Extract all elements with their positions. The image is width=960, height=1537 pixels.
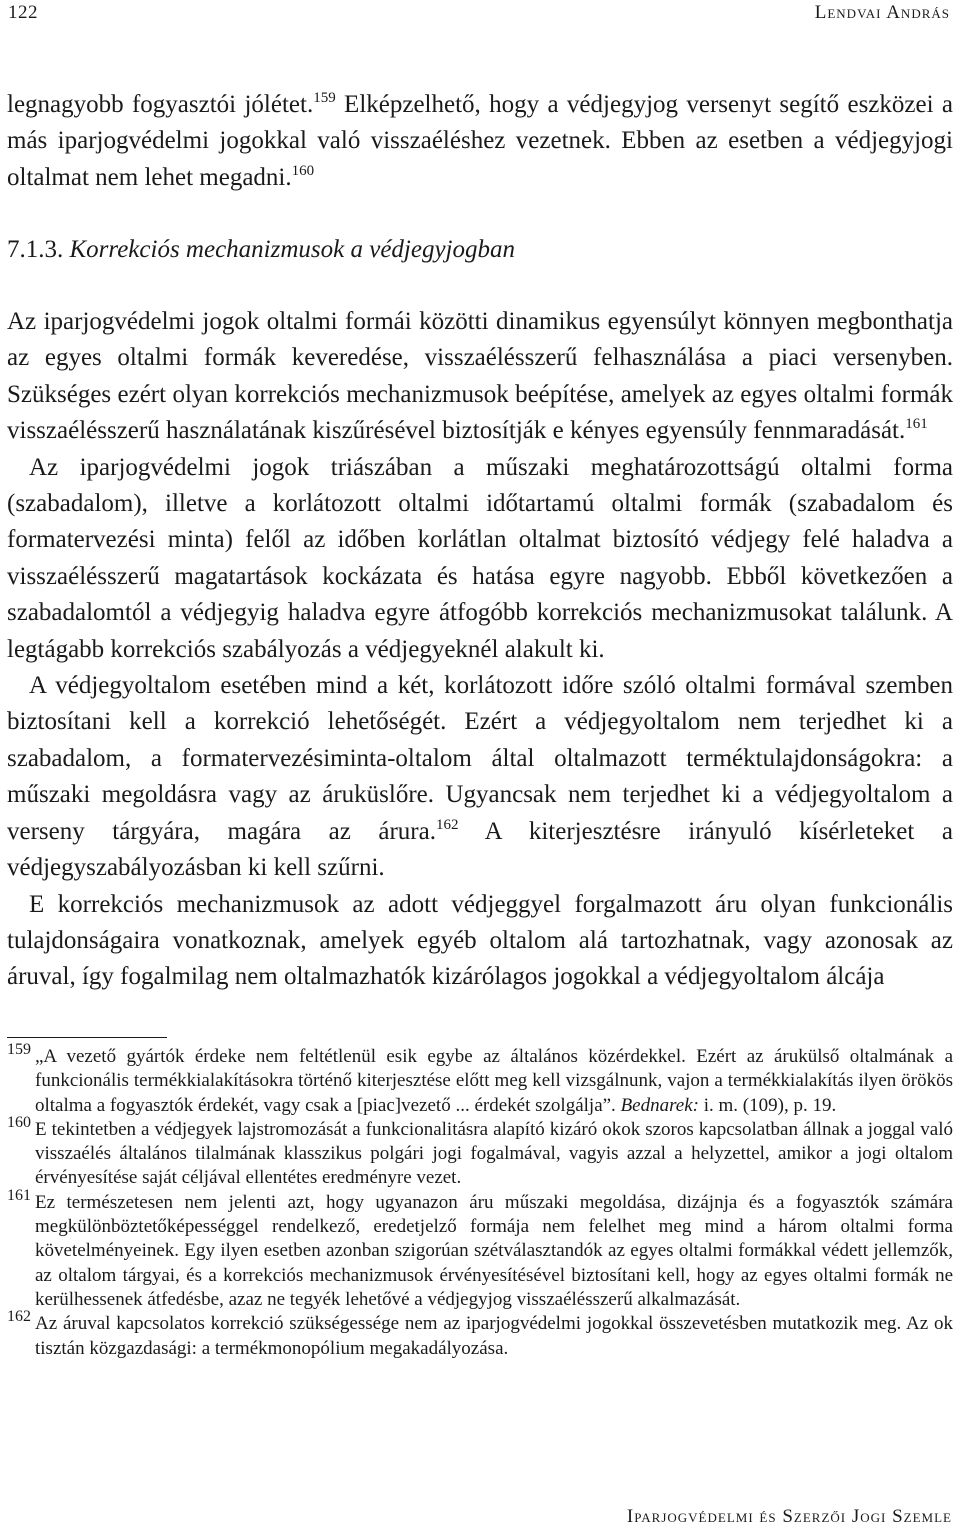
footnote-161 <box>7 1186 953 1312</box>
footnotes <box>7 1041 953 1361</box>
footnote-text-162: Az áruval kapcsolatos korrekció szükségessége nem az iparjogvédelmi jogokkal összevetésben mutatkozik meg. Az ok tisztán közgazdasági: a termékmonopólium megakadályozása. <box>35 1313 953 1359</box>
footnote-ref-161[interactable]: 161 <box>905 416 928 433</box>
footnote-ref-162[interactable]: 162 <box>435 816 459 833</box>
body-text <box>7 304 953 996</box>
section-number: 7.1.3. <box>7 236 64 263</box>
section-heading <box>7 232 953 268</box>
intro-text-b: Elképzelhető, hogy a védjegyjog versenyt segítő eszközei a más iparjogvédelmi jogokkal való visszaéléshez vezetnek. Ebben az esetben a védjegyjogi oltalmat nem lehet megadni. <box>7 91 953 191</box>
body-paragraph-3-text-a: A védjegyoltalom esetében mind a két, korlátozott időre szóló oltalmi formával szemben biztosítani kell a korrekció lehetőségét. Ezért a védjegyoltalom nem terjedhet ki a szabadalom, a formatervezésiminta-oltalom által oltalmazott terméktulajdonságokra: a műszaki megoldásra vagy az áruküslőre. Ugyancsak nem terjedhet ki a védjegyoltalom a verseny tárgyára, magára az árura. <box>7 672 953 845</box>
footnote-160 <box>7 1113 953 1191</box>
running-foot-journal: Iparjogvédelmi és Szerzői Jogi Szemle <box>626 1506 952 1527</box>
footnote-text-159: „A vezető gyártók érdeke nem feltétlenül esik egybe az általános közérdekkel. Ezért az árukülső oltalmának a funkcionális termékkialakításokra történő kiterjesztése előtt meg kell vizsgálnunk, vajon a termékkialakítás ilyen örökös oltalma a fogyasztók érdekét, vagy csak a [piac]vezető ... érdekét szolgálja”. <box>35 1046 953 1116</box>
running-head <box>8 2 952 28</box>
footnote-159-reference: i. m. (109), p. 19. <box>698 1094 837 1116</box>
footnote-ref-160[interactable]: 160 <box>291 162 315 179</box>
footnote-number-160: 160 <box>7 1113 31 1131</box>
intro-text-a: legnagyobb fogyasztói jólétet. <box>7 91 314 118</box>
footnote-number-159: 159 <box>7 1041 31 1058</box>
footnote-162 <box>7 1308 953 1361</box>
footnote-text-161: Ez természetesen nem jelenti azt, hogy ugyanazon áru műszaki megoldása, dizájnja és a fogyasztók számára megkülönböztetőképességgel rendelkező, eredetjelző formája nem felelhet meg mind a három oltalmi forma követelményeinek. Egy ilyen esetben azonban szigorúan szétválasztandók az egyes oltalmi formákkal védett jellemzők, az oltalom tárgyai, és a korrekciós mechanizmusok érvényesítésével biztosítani kell, hogy az egyes oltalmi formák ne kerülhessenek átfedésbe, azaz ne tegyék lehetővé a védjegyjog visszaélésszerű alkalmazását. <box>35 1191 953 1310</box>
body-paragraph-3 <box>7 668 953 886</box>
page-number: 122 <box>8 2 38 23</box>
body-paragraph-2: Az iparjogvédelmi jogok triászában a műszaki meghatározottságú oltalmi forma (szabadalom), illetve a korlátozott oltalmi időtartamú oltalmi formák (szabadalom és formatervezési minta) felől az időben korlátlan oltalmat biztosító védjegy felé haladva a visszaélésszerű magatartások kockázata és hatása egyre nagyobb. Ebből következően a szabadalomtól a védjegyig haladva egyre átfogóbb korrekciós mechanizmusokat találunk. A legtágabb korrekciós szabályozás a védjegyeknél alakult ki. <box>7 453 953 663</box>
body-paragraph-1-text: Az iparjogvédelmi jogok oltalmi formái közötti dinamikus egyensúlyt könnyen megbonthatja az egyes oltalmi formák keveredése, visszaélésszerű felhasználása a piaci versenyben. Szükséges ezért olyan korrekciós mechanizmusok beépítése, amelyek az egyes oltalmi formák visszaélésszerű használatának kiszűrésével biztosítják e kényes egyensúly fennmaradását. <box>7 308 953 445</box>
footnote-rule <box>7 1037 167 1038</box>
body-paragraph-1 <box>7 304 953 450</box>
footnote-number-161: 161 <box>7 1186 31 1204</box>
footnote-text-160: E tekintetben a védjegyek lajstromozását a funkcionalitásra alapító kizáró okok szoros kapcsolatban állnak a joggal való visszaélés általános tilalmának klasszikus polgári jogi fogalmával, vagyis azzal a helyzettel, amikor a jogi oltalom érvényesítése saját céljával ellentétes eredményre vezet. <box>35 1118 953 1189</box>
intro-paragraph <box>7 87 953 196</box>
footnote-159-author: Bednarek: <box>620 1094 699 1116</box>
body-paragraph-3-text-b: A kiterjesztésre irányuló kísérleteket a védjegyszabályozásban ki kell szűrni. <box>7 817 953 882</box>
body-paragraph-4: E korrekciós mechanizmusok az adott védjeggyel forgalmazott áru olyan funkcionális tulajdonságaira vonatkoznak, amelyek egyéb oltalom alá tartozhatnak, vagy azonosak az áruval, így fogalmilag nem oltalmazhatók kizárólagos jogokkal a védjegyoltalom álcája <box>7 890 953 991</box>
footnote-ref-159[interactable]: 159 <box>313 90 336 106</box>
section-title: Korrekciós mechanizmusok a védjegyjogban <box>69 236 515 263</box>
running-head-author: Lendvai András <box>814 2 950 23</box>
footnote-number-162: 162 <box>7 1308 31 1326</box>
footnote-159 <box>7 1041 953 1118</box>
